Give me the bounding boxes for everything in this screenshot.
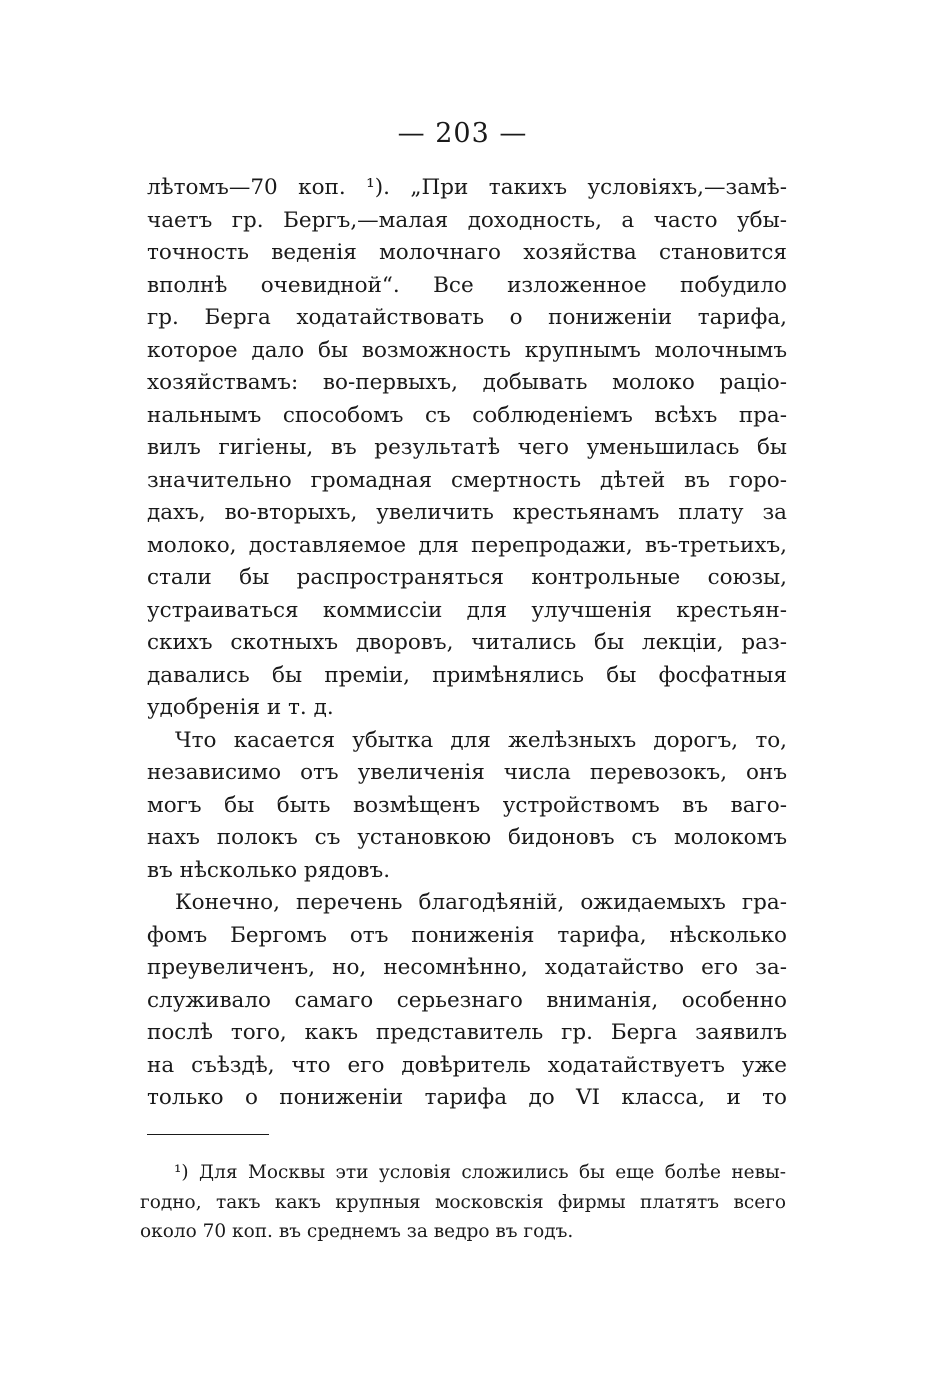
footnote (140, 1158, 786, 1247)
text-line: лѣтомъ—70 коп. ¹). „При такихъ условіяхъ,—замѣ- (147, 175, 787, 200)
text-line: въ нѣсколько рядовъ. (147, 857, 391, 883)
text-line: точность веденія молочнаго хозяйства становится (147, 240, 787, 265)
text-line: дахъ, во-вторыхъ, увеличить крестьянамъ плату за (147, 500, 787, 525)
text-line: вполнѣ очевидной“. Все изложенное побудило (147, 272, 787, 298)
text-line: которое дало бы возможность крупнымъ молочнымъ (147, 337, 787, 363)
footnote-line: ¹) Для Москвы эти условія сложились бы еще болѣе невы- (174, 1162, 786, 1183)
footnote-line: годно, такъ какъ крупныя московскія фирмы платятъ всего (140, 1191, 786, 1213)
page-number: — 203 — (397, 118, 528, 149)
text-line: значительно громадная смертность дѣтей въ горо- (147, 467, 787, 493)
body-text (147, 172, 787, 1115)
text-line: независимо отъ увеличенія числа перевозокъ, онъ (147, 760, 787, 785)
footnote-divider (147, 1134, 269, 1135)
text-line: скихъ скотныхъ дворовъ, читались бы лекціи, раз- (147, 630, 787, 655)
text-line: вилъ гигіены, въ результатѣ чего уменьшилась бы (147, 435, 787, 460)
text-line: нахъ полокъ съ установкою бидоновъ съ молокомъ (147, 825, 787, 850)
text-line: на съѣздѣ, что его довѣритель ходатайствуетъ уже (147, 1052, 787, 1078)
text-line: стали бы распространяться контрольные союзы, (147, 565, 787, 590)
text-line: чаетъ гр. Бергъ,—малая доходность, а часто убы- (147, 207, 787, 233)
text-line: преувеличенъ, но, несомнѣнно, ходатайство его за- (147, 955, 787, 980)
text-line: только о пониженіи тарифа до VI класса, и то (147, 1085, 787, 1110)
text-line: послѣ того, какъ представитель гр. Берга заявилъ (147, 1020, 787, 1045)
text-line: давались бы преміи, примѣнялись бы фосфатныя (147, 662, 787, 688)
text-line: молоко, доставляемое для перепродажи, въ-третьихъ, (147, 532, 787, 558)
text-line: Что касается убытка для желѣзныхъ дорогъ, то, (175, 727, 787, 753)
text-line: нальнымъ способомъ съ соблюденіемъ всѣхъ пра- (147, 402, 787, 428)
text-line: могъ бы быть возмѣщенъ устройствомъ въ ваго- (147, 792, 787, 818)
text-line: удобренія и т. д. (147, 695, 334, 720)
text-line: гр. Берга ходатайствовать о пониженіи тарифа, (147, 305, 787, 330)
text-line: фомъ Бергомъ отъ пониженія тарифа, нѣсколько (147, 922, 787, 948)
text-line: устраиваться коммиссіи для улучшенія крестьян- (147, 597, 787, 623)
text-line: Конечно, перечень благодѣяній, ожидаемыхъ гра- (175, 890, 787, 915)
footnote-line: около 70 коп. въ среднемъ за ведро въ годъ. (140, 1221, 574, 1242)
text-line: служивало самаго серьезнаго вниманія, особенно (147, 987, 787, 1013)
text-line: хозяйствамъ: во-первыхъ, добывать молоко раціо- (147, 370, 787, 395)
